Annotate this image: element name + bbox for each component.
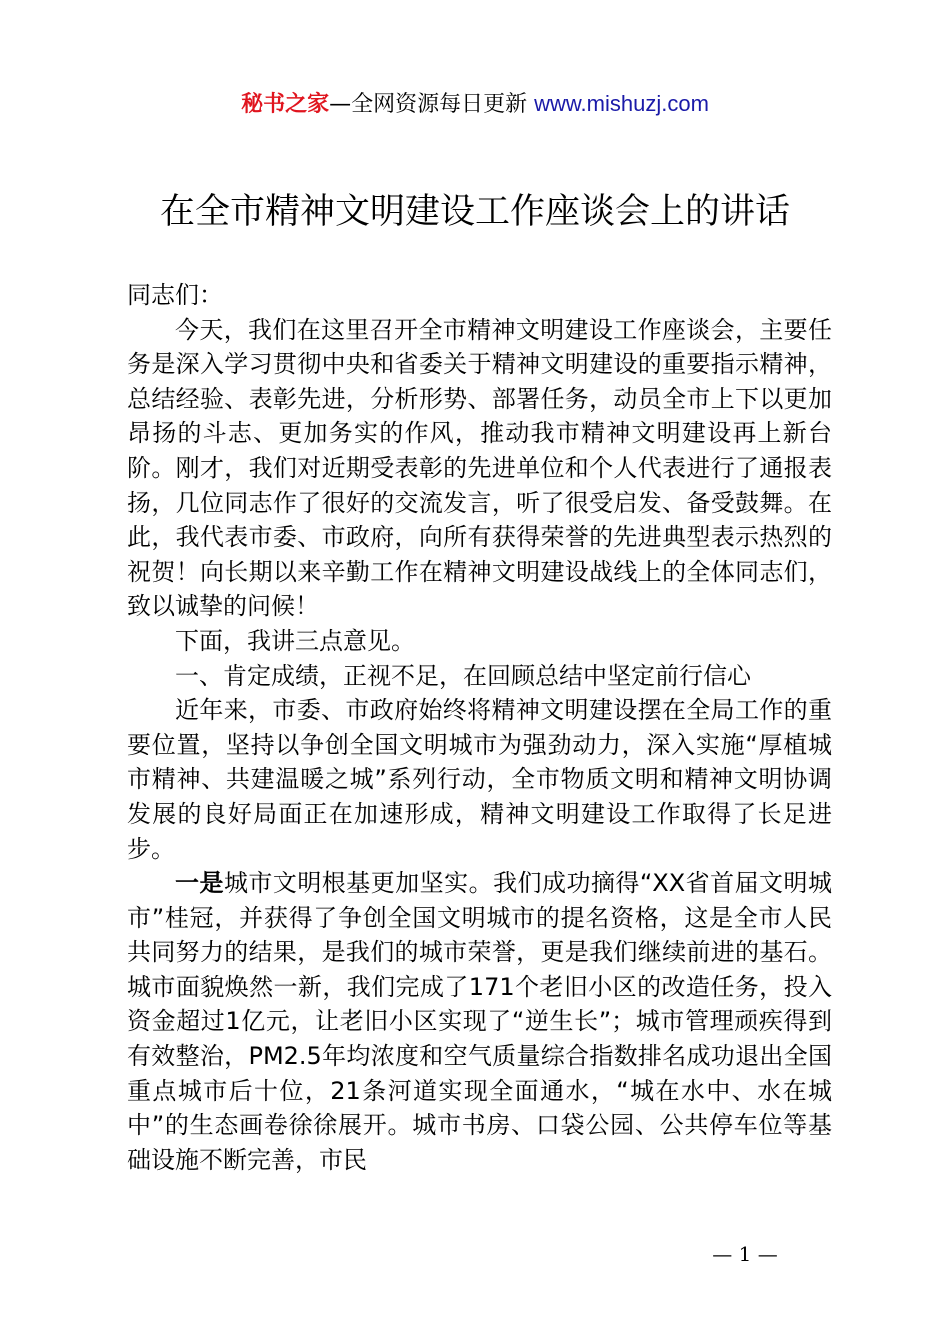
document-title: 在全市精神文明建设工作座谈会上的讲话 bbox=[159, 192, 790, 232]
site-name: 秘书之家 bbox=[241, 92, 330, 117]
paragraph-opening: 今天，我们在这里召开全市精神文明建设工作座谈会，主要任务是深入学习贯彻中央和省委关于精神文明建设的重要指示精神，总结经验、表彰先进，分析形势、部署任务，动员全市上下以更加昂扬的斗志、更加务实的作风，推动我市精神文明建设再上新台阶。刚才，我们对近期受表彰的先进单位和个人代表进行了通报表扬，几位同志作了很好的交流发言，听了很受启发、备受鼓舞。在此，我代表市委、市政府，向所有获得荣誉的先进典型表示热烈的祝贺！向长期以来辛勤工作在精神文明建设战线上的全体同志们，致以诚挚的问候！ bbox=[127, 315, 832, 621]
salutation: 同志们： bbox=[127, 281, 223, 309]
site-header bbox=[0, 88, 950, 121]
paragraph-achievements: 近年来，市委、市政府始终将精神文明建设摆在全局工作的重要位置，坚持以争创全国文明城市为强劲动力，深入实施“厚植城市精神、共建温暖之城”系列行动，全市物质文明和精神文明协调发展的良好局面正在加速形成，精神文明建设工作取得了长足进步。 bbox=[127, 696, 832, 863]
point-lead: 一是 bbox=[175, 869, 224, 898]
paragraph-outline: 下面，我讲三点意见。 bbox=[175, 626, 415, 655]
page-number: — 1 — bbox=[712, 1242, 778, 1266]
document-body bbox=[127, 278, 832, 1177]
site-tagline: 全网资源每日更新 bbox=[351, 92, 528, 117]
paragraph-point-one bbox=[127, 866, 832, 1177]
header-separator: — bbox=[329, 92, 352, 117]
point-one-text: 城市文明根基更加坚实。我们成功摘得“XX省首届文明城市”桂冠，并获得了争创全国文明城市的提名资格，这是全市人民共同努力的结果，是我们的城市荣誉，更是我们继续前进的基石。城市面貌焕然一新，我们完成了171个老旧小区的改造任务，投入资金超过1亿元，让老旧小区实现了“逆生长”；城市管理顽疾得到有效整治，PM2.5年均浓度和空气质量综合指数排名成功退出全国重点城市后十位，21条河道实现全面通水，“城在水中、水在城中”的生态画卷徐徐展开。城市书房、口袋公园、公共停车位等基础设施不断完善，市民 bbox=[127, 869, 832, 1174]
section-heading-1: 一、肯定成绩，正视不足，在回顾总结中坚定前行信心 bbox=[175, 661, 751, 690]
site-url-link[interactable]: www.mishuzj.com bbox=[534, 91, 709, 116]
